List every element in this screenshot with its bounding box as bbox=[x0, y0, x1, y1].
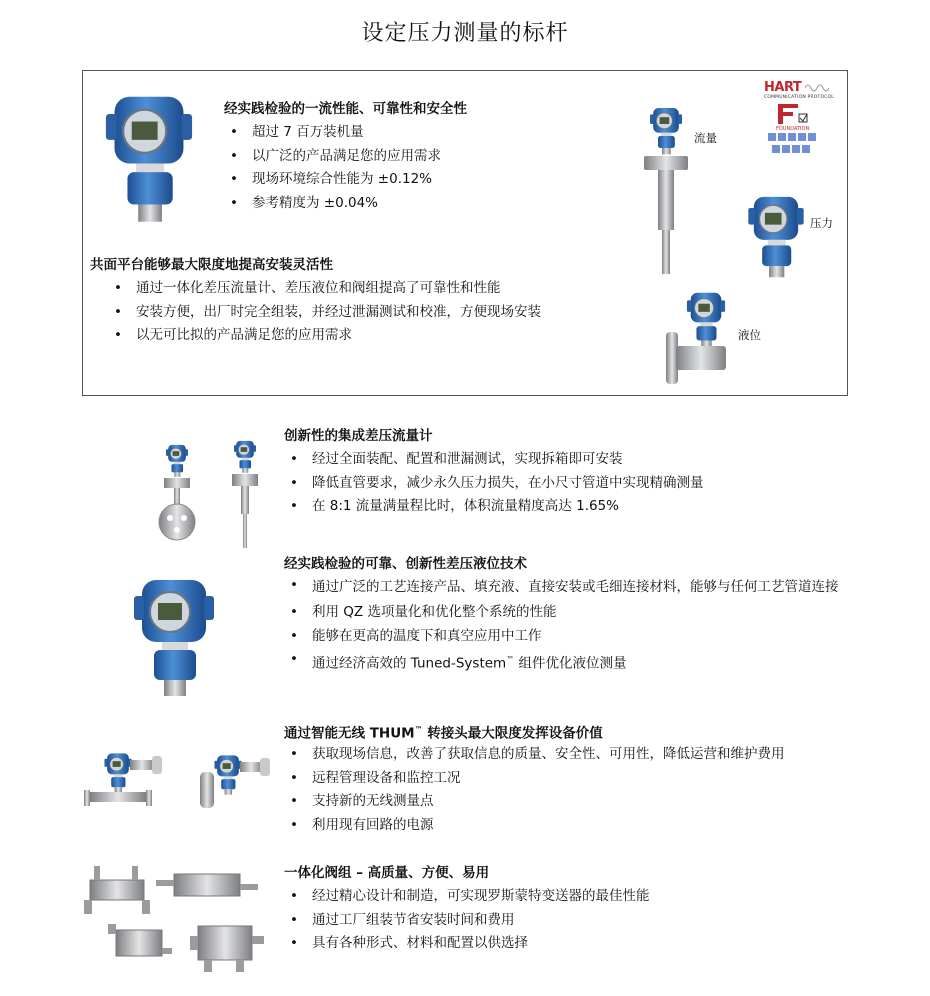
section-1-title: 创新性的集成差压流量计 bbox=[284, 428, 433, 444]
pressure-transmitter-image bbox=[748, 190, 804, 280]
list-item: • 超过 7 百万装机量 bbox=[224, 121, 604, 145]
hart-wave-icon bbox=[805, 82, 829, 92]
transmitter-image bbox=[104, 86, 194, 226]
list-item: • 降低直管要求，减少永久压力损失，在小尺寸管道中实现精确测量 bbox=[284, 472, 854, 496]
list-item: • 远程管理设备和监控工况 bbox=[284, 767, 884, 791]
foundation-logo-text: FOUNDATION bbox=[776, 126, 810, 132]
level-technology-image bbox=[128, 570, 220, 700]
pressure-label: 压力 bbox=[810, 216, 833, 230]
level-label: 液位 bbox=[738, 328, 761, 342]
list-item: • 现场环境综合性能为 ±0.12% bbox=[224, 168, 604, 192]
intro-list-2 bbox=[108, 277, 608, 348]
hart-subtitle: COMMUNICATION PROTOCOL bbox=[764, 95, 834, 100]
intro-heading-1: 经实践检验的一流性能、可靠性和安全性 bbox=[224, 101, 467, 117]
intro-list-1 bbox=[224, 121, 604, 215]
intro-heading-2: 共面平台能够最大限度地提高安装灵活性 bbox=[90, 257, 333, 273]
manifolds-image bbox=[82, 866, 272, 976]
list-item: • 通过经济高效的 Tuned-System™ 组件优化液位测量 bbox=[284, 648, 864, 676]
list-item: • 通过广泛的工艺连接产品、填充液、直接安装或毛细连接材料，能够与任何工艺管道连接 bbox=[284, 576, 864, 601]
section-4-list bbox=[284, 885, 864, 956]
integrated-flowmeter-image bbox=[150, 438, 270, 550]
list-item: • 在 8:1 流量满量程比时，体积流量精度高达 1.65% bbox=[284, 495, 854, 519]
section-2-title: 经实践检验的可靠、创新性差压液位技术 bbox=[284, 556, 527, 572]
level-transmitter-image bbox=[664, 288, 738, 388]
section-4-title: 一体化阀组 – 高质量、方便、易用 bbox=[284, 865, 490, 881]
list-item: • 利用现有回路的电源 bbox=[284, 814, 884, 838]
page-title: 设定压力测量的标杆 bbox=[361, 21, 569, 46]
section-1-list bbox=[284, 448, 854, 519]
list-item: • 利用 QZ 选项量化和优化整个系统的性能 bbox=[284, 601, 864, 625]
list-item: • 以广泛的产品满足您的应用需求 bbox=[224, 145, 604, 169]
hart-logo: HART bbox=[764, 80, 802, 95]
list-item: • 通过工厂组装节省安装时间和费用 bbox=[284, 909, 864, 933]
list-item: • 经过精心设计和制造，可实现罗斯蒙特变送器的最佳性能 bbox=[284, 885, 864, 909]
thum-adapter-image bbox=[82, 748, 282, 812]
list-item: • 以无可比拟的产品满足您的应用需求 bbox=[108, 324, 608, 348]
foundation-logo-icon bbox=[778, 104, 808, 126]
section-3-list bbox=[284, 743, 884, 837]
list-item: • 具有各种形式、材料和配置以供选择 bbox=[284, 932, 864, 956]
section-3-title: 通过智能无线 THUM™ 转接头最大限度发挥设备价值 bbox=[284, 725, 603, 742]
flow-meter-image bbox=[638, 104, 694, 274]
list-item: • 获取现场信息，改善了获取信息的质量、安全性、可用性，降低运营和维护费用 bbox=[284, 743, 884, 767]
flow-label: 流量 bbox=[694, 131, 717, 145]
list-item: • 安装方便，出厂时完全组装，并经过泄漏测试和校准，方便现场安装 bbox=[108, 301, 608, 325]
list-item: • 通过一体化差压流量计、差压液位和阀组提高了可靠性和性能 bbox=[108, 277, 608, 301]
list-item: • 能够在更高的温度下和真空应用中工作 bbox=[284, 625, 864, 649]
list-item: • 经过全面装配、配置和泄漏测试，实现拆箱即可安装 bbox=[284, 448, 854, 472]
section-2-list bbox=[284, 576, 864, 676]
profibus-logo-icon bbox=[768, 133, 822, 155]
list-item: • 参考精度为 ±0.04% bbox=[224, 192, 604, 216]
list-item: • 支持新的无线测量点 bbox=[284, 790, 884, 814]
